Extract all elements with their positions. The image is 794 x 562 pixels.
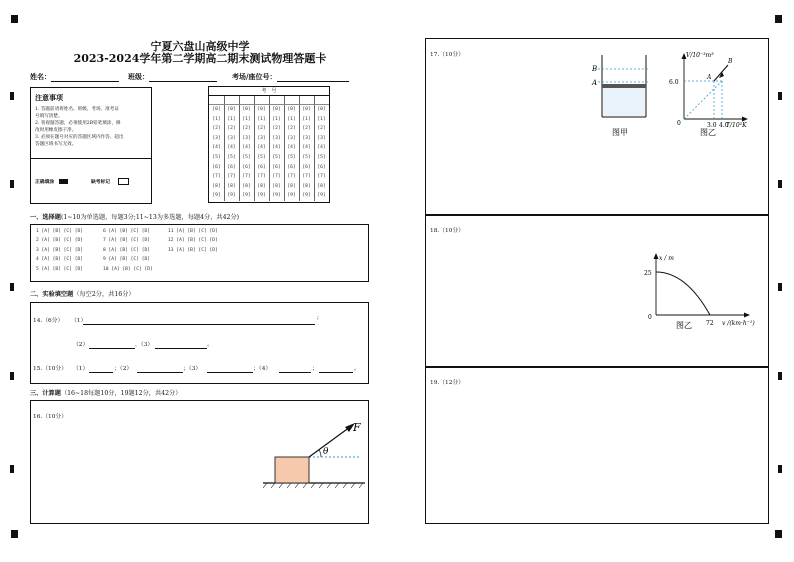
- correct-fill-label: 正确填涂: [35, 179, 55, 185]
- section-2-heading: [30, 289, 135, 298]
- notice-line: 1. 答题前请将姓名、班级、考场、准考证: [35, 107, 119, 112]
- exam-id-column: [299, 96, 315, 201]
- exam-id-column: [284, 96, 300, 201]
- level-B-label: B: [592, 65, 598, 73]
- exam-id-bubble[interactable]: [7]: [287, 174, 296, 180]
- ground-hatch: [263, 483, 363, 488]
- v-axis-label: V/10⁻³m³: [686, 52, 714, 59]
- exam-id-bubble[interactable]: [6]: [317, 164, 326, 170]
- section-3-note: （16~18每题10分，19题12分，共42分）: [60, 390, 182, 397]
- timing-mark: [778, 465, 782, 473]
- choice-row[interactable]: 7 [A] [B] [C] [D]: [103, 238, 151, 244]
- exam-id-bubble[interactable]: [8]: [227, 183, 236, 189]
- exam-id-bubble[interactable]: [3]: [272, 135, 281, 141]
- exam-id-bubble[interactable]: [4]: [317, 145, 326, 151]
- exam-id-bubble[interactable]: [7]: [227, 174, 236, 180]
- tick-72: 72: [706, 320, 714, 327]
- punctuation: ;: [317, 315, 319, 321]
- exam-id-bubble[interactable]: [1]: [272, 116, 281, 122]
- force-label: F: [353, 421, 361, 434]
- exam-id-bubble[interactable]: [5]: [317, 154, 326, 160]
- q14-blank-3[interactable]: [155, 347, 207, 349]
- exam-id-write-cell[interactable]: [269, 96, 284, 105]
- q14-blank-2[interactable]: [89, 347, 135, 349]
- choice-row[interactable]: 4 [A] [B] [C] [D]: [36, 257, 84, 263]
- exam-id-bubble[interactable]: [5]: [257, 154, 266, 160]
- exam-id-bubble[interactable]: [2]: [287, 126, 296, 132]
- class-field[interactable]: [128, 72, 217, 82]
- exam-id-bubble[interactable]: [9]: [212, 193, 221, 199]
- exam-id-bubble[interactable]: [1]: [212, 116, 221, 122]
- choice-row[interactable]: 11 [A] [B] [C] [D]: [168, 229, 218, 234]
- exam-id-write-cell[interactable]: [254, 96, 269, 105]
- tick-0: 0: [648, 314, 652, 321]
- punctuation: 。: [207, 342, 213, 348]
- exam-id-bubble[interactable]: [3]: [227, 135, 236, 141]
- exam-id-header: 考 号: [209, 87, 329, 96]
- exam-id-bubble[interactable]: [5]: [302, 154, 311, 160]
- exam-id-bubble[interactable]: [4]: [287, 145, 296, 151]
- exam-id-write-cell[interactable]: [209, 96, 224, 105]
- exam-id-bubble[interactable]: [8]: [212, 183, 221, 189]
- exam-id-bubble[interactable]: [6]: [257, 164, 266, 170]
- exam-id-bubble[interactable]: [4]: [272, 145, 281, 151]
- exam-id-bubble[interactable]: [1]: [317, 116, 326, 122]
- exam-id-bubble[interactable]: [8]: [272, 183, 281, 189]
- timing-mark: [11, 15, 18, 23]
- t-axis-label: T/10²K: [726, 122, 747, 129]
- exam-id-write-cell[interactable]: [239, 96, 254, 105]
- punctuation: ；: [312, 366, 318, 372]
- point-A-label: A: [707, 74, 712, 81]
- exam-id-bubble[interactable]: [7]: [272, 174, 281, 180]
- name-label: 姓名：: [30, 72, 51, 81]
- exam-id-bubble[interactable]: [9]: [317, 193, 326, 199]
- q15-blank-2-label: ；（2）: [114, 366, 133, 372]
- exam-id-write-cell[interactable]: [224, 96, 239, 105]
- exam-id-bubble[interactable]: [2]: [227, 126, 236, 132]
- notice-line: 3. 必须在题号对应的答题区域内作答，超出: [35, 135, 124, 140]
- exam-id-bubble[interactable]: [6]: [227, 164, 236, 170]
- q15-blank-3[interactable]: [207, 371, 253, 373]
- section-2-title: 二、实验填空题: [30, 291, 74, 298]
- exam-id-bubble[interactable]: [1]: [287, 116, 296, 122]
- q15-blank-4-label: ；（4）: [253, 366, 272, 372]
- timing-mark: [775, 530, 782, 538]
- exam-id-bubble[interactable]: [0]: [317, 107, 326, 112]
- exam-id-bubble[interactable]: [0]: [272, 107, 281, 112]
- punctuation: 。: [354, 366, 360, 372]
- notice-line: 答题区域书写无效。: [35, 142, 77, 147]
- q14-blank-1[interactable]: [83, 323, 315, 325]
- exam-id-write-cell[interactable]: [314, 96, 329, 105]
- section-2-note: （每空2分，共16分）: [73, 291, 135, 298]
- choice-row[interactable]: 13 [A] [B] [C] [D]: [168, 247, 218, 253]
- exam-id-column: [209, 96, 225, 201]
- figure-caption: 图乙: [676, 321, 692, 330]
- question-17-label: 17.（10分）: [430, 52, 464, 58]
- exam-id-bubble[interactable]: [4]: [227, 145, 236, 151]
- block: [275, 457, 309, 483]
- exam-id-bubble[interactable]: [0]: [302, 107, 311, 112]
- exam-id-bubble[interactable]: [7]: [317, 174, 326, 180]
- exam-id-bubble[interactable]: [3]: [242, 135, 251, 141]
- question-14-label: 14.（6分）: [33, 318, 64, 324]
- school-name: 宁夏六盘山高级中学: [150, 40, 250, 53]
- v-axis-label: v /(km·h⁻¹): [722, 320, 755, 327]
- point-B-label: B: [728, 58, 733, 65]
- exam-id-bubble[interactable]: [7]: [257, 174, 266, 180]
- exam-id-column: [269, 96, 285, 201]
- timing-mark: [10, 180, 14, 188]
- notice-line: 号填写清楚。: [35, 114, 63, 119]
- exam-id-bubble[interactable]: [5]: [212, 154, 221, 160]
- notice-line: 改时用橡皮擦干净。: [35, 128, 77, 133]
- notice-box: [30, 87, 152, 204]
- notice-title: 注意事项: [35, 93, 63, 102]
- tick-25: 25: [644, 270, 652, 277]
- exam-id-bubble[interactable]: [3]: [287, 135, 296, 141]
- exam-id-bubble[interactable]: [1]: [227, 116, 236, 122]
- fill-in-answer-box: [30, 302, 369, 384]
- exam-id-bubble[interactable]: [7]: [242, 174, 251, 180]
- exam-id-column: [314, 96, 329, 201]
- name-field[interactable]: [30, 72, 119, 82]
- q14-blank-1-label: （1）: [71, 318, 87, 324]
- exam-title: 2023-2024学年第二学期高二期末测试物理答题卡: [73, 52, 327, 65]
- section-1-note: (1~10为单选题，每题3分;11~13为多选题，每题4分，共42分): [60, 214, 240, 221]
- q15-blank-4[interactable]: [279, 371, 311, 373]
- exam-id-bubble[interactable]: [0]: [257, 107, 266, 112]
- x-axis-label: x / m: [659, 255, 674, 262]
- exam-id-bubble[interactable]: [5]: [227, 154, 236, 160]
- q15-blank-1[interactable]: [89, 371, 113, 373]
- q14-blank-2-label: （2）: [73, 342, 89, 348]
- choice-row[interactable]: 10 [A] [B] [C] [D]: [103, 266, 153, 272]
- timing-mark: [778, 92, 782, 100]
- exam-id-bubble[interactable]: [8]: [302, 183, 311, 189]
- timing-mark: [10, 92, 14, 100]
- exam-id-bubble[interactable]: [4]: [257, 145, 266, 151]
- block-force-diagram: [259, 419, 369, 489]
- exam-id-bubble[interactable]: [2]: [302, 126, 311, 132]
- timing-mark: [11, 530, 18, 538]
- level-A-label: A: [592, 79, 598, 87]
- q18-answer-box[interactable]: [425, 214, 769, 368]
- exam-id-bubble[interactable]: [2]: [272, 126, 281, 132]
- exam-id-bubble[interactable]: [3]: [257, 135, 266, 141]
- timing-mark: [10, 283, 14, 291]
- section-1-heading: [30, 212, 239, 221]
- exam-id-bubble[interactable]: [7]: [212, 174, 221, 180]
- absent-mark-box[interactable]: [118, 178, 129, 185]
- exam-id-bubble[interactable]: [2]: [242, 126, 251, 132]
- question-19-label: 19.（12分）: [430, 380, 464, 386]
- exam-id-bubble[interactable]: [2]: [257, 126, 266, 132]
- exam-id-bubble[interactable]: [9]: [227, 193, 236, 199]
- exam-id-bubble[interactable]: [9]: [242, 193, 251, 199]
- exam-id-bubble[interactable]: [9]: [302, 193, 311, 199]
- exam-id-write-cell[interactable]: [299, 96, 314, 105]
- q19-answer-box[interactable]: [425, 366, 769, 524]
- exam-id-column: [224, 96, 240, 201]
- tick-0: 0: [677, 120, 681, 127]
- cylinder-figure: [591, 55, 650, 137]
- exam-id-bubble[interactable]: [1]: [302, 116, 311, 122]
- timing-mark: [778, 180, 782, 188]
- exam-id-write-cell[interactable]: [284, 96, 299, 105]
- exam-id-bubble[interactable]: [4]: [212, 145, 221, 151]
- force-arrow: [309, 427, 350, 457]
- absent-mark-label: 缺考标记: [91, 179, 111, 185]
- timing-mark: [10, 372, 14, 380]
- seat-field[interactable]: [232, 72, 349, 82]
- exam-id-bubble[interactable]: [6]: [242, 164, 251, 170]
- q17-figures: [586, 51, 766, 151]
- exam-id-bubble[interactable]: [5]: [287, 154, 296, 160]
- section-3-heading: [30, 388, 181, 397]
- exam-id-bubble[interactable]: [9]: [257, 193, 266, 199]
- timing-mark: [775, 15, 782, 23]
- question-16-label: 16.（10分）: [33, 414, 67, 420]
- exam-id-bubble[interactable]: [9]: [287, 193, 296, 199]
- exam-id-column: [239, 96, 255, 201]
- correct-fill-sample: [59, 179, 68, 184]
- exam-id-bubble[interactable]: [4]: [302, 145, 311, 151]
- choice-row[interactable]: 2 [A] [B] [C] [D]: [36, 238, 84, 244]
- vt-graph: [669, 52, 748, 137]
- seat-label: 考场/座位号：: [232, 72, 277, 81]
- exam-id-bubble[interactable]: [8]: [287, 183, 296, 189]
- q15-blank-1-label: （1）: [73, 366, 89, 372]
- class-label: 班级：: [128, 72, 149, 81]
- exam-id-bubble[interactable]: [8]: [257, 183, 266, 189]
- exam-id-bubble[interactable]: [3]: [302, 135, 311, 141]
- angle-label: θ: [323, 447, 329, 457]
- exam-id-bubble[interactable]: [8]: [242, 183, 251, 189]
- choice-row[interactable]: 3 [A] [B] [C] [D]: [36, 247, 84, 253]
- exam-id-bubble[interactable]: [8]: [317, 183, 326, 189]
- figure-a-caption: 图甲: [612, 128, 628, 137]
- q18-graph: [630, 251, 768, 333]
- q17-answer-box[interactable]: [425, 38, 769, 216]
- timing-mark: [778, 372, 782, 380]
- q15-blank-5[interactable]: [319, 371, 353, 373]
- notice-line: 2. 客观题答题，必须使用2B铅笔填涂，修: [35, 121, 121, 126]
- exam-id-bubble[interactable]: [6]: [287, 164, 296, 170]
- question-18-label: 18.（10分）: [430, 228, 464, 234]
- tick-3: 3.0: [707, 122, 717, 129]
- question-15-label: 15.（10分）: [33, 366, 67, 372]
- exam-id-bubble[interactable]: [1]: [242, 116, 251, 122]
- exam-id-bubble[interactable]: [0]: [287, 107, 296, 112]
- choice-row[interactable]: 9 [A] [B] [C] [D]: [103, 257, 151, 263]
- exam-id-bubble[interactable]: [7]: [302, 174, 311, 180]
- choice-row[interactable]: 12 [A] [B] [C] [D]: [168, 238, 218, 244]
- exam-id-bubble[interactable]: [9]: [272, 193, 281, 199]
- timing-mark: [778, 283, 782, 291]
- exam-id-bubble[interactable]: [4]: [242, 145, 251, 151]
- exam-id-bubble[interactable]: [5]: [272, 154, 281, 160]
- exam-id-bubble[interactable]: [6]: [272, 164, 281, 170]
- q16-answer-box[interactable]: [30, 400, 369, 524]
- choice-row[interactable]: 6 [A] [B] [C] [D]: [103, 229, 151, 234]
- section-1-title: 一、选择题: [30, 214, 61, 221]
- exam-id-bubble[interactable]: [1]: [257, 116, 266, 122]
- exam-id-bubble[interactable]: [0]: [227, 107, 236, 112]
- exam-id-bubble[interactable]: [0]: [242, 107, 251, 112]
- exam-id-bubble[interactable]: [0]: [212, 107, 221, 112]
- q15-blank-3-label: ；（3）: [183, 366, 202, 372]
- timing-mark: [10, 465, 14, 473]
- q14-blank-3-label: ，（3）: [135, 342, 154, 348]
- tick-6: 6.0: [669, 79, 679, 86]
- exam-id-bubble[interactable]: [6]: [212, 164, 221, 170]
- exam-id-bubble[interactable]: [2]: [212, 126, 221, 132]
- section-3-title: 三、计算题: [30, 390, 61, 397]
- choice-answer-box: [30, 224, 369, 282]
- exam-id-bubble[interactable]: [6]: [302, 164, 311, 170]
- exam-id-bubble[interactable]: [3]: [212, 135, 221, 141]
- choice-row[interactable]: 8 [A] [B] [C] [D]: [103, 247, 151, 253]
- figure-b-caption: 图乙: [700, 128, 716, 137]
- exam-id-bubble[interactable]: [2]: [317, 126, 326, 132]
- choice-row[interactable]: 1 [A] [B] [C] [D]: [36, 229, 84, 234]
- tick-4: 4.0: [719, 122, 729, 129]
- exam-id-grid: [208, 86, 330, 203]
- exam-id-bubble[interactable]: [5]: [242, 154, 251, 160]
- q15-blank-2[interactable]: [137, 371, 183, 373]
- choice-row[interactable]: 5 [A] [B] [C] [D]: [36, 266, 84, 272]
- exam-id-column: [254, 96, 270, 201]
- exam-id-bubble[interactable]: [3]: [317, 135, 326, 141]
- angle-arc: [319, 450, 321, 457]
